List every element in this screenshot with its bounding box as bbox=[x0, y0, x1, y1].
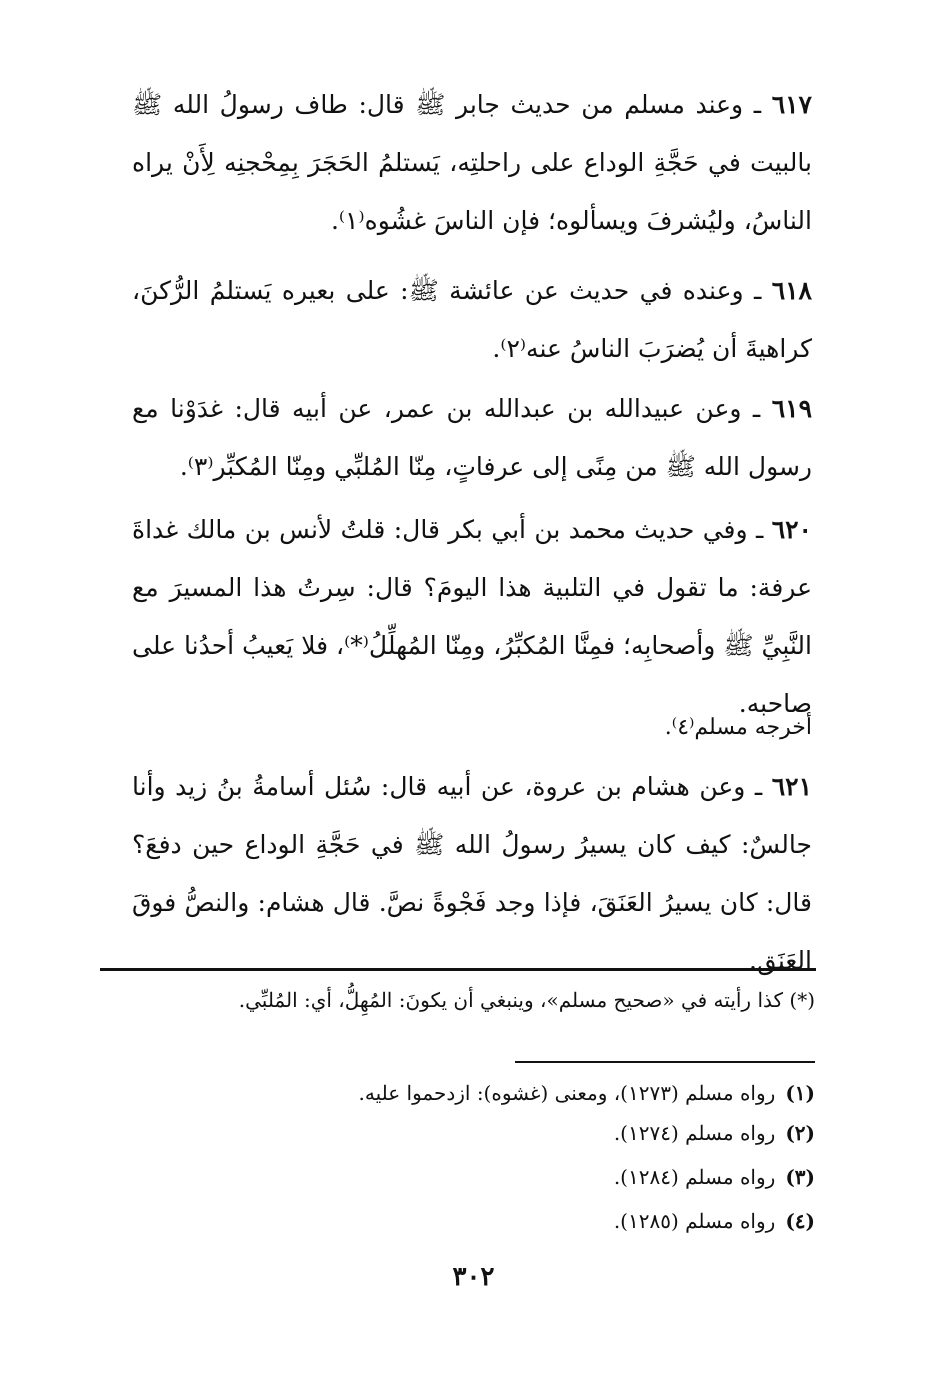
hadith-text: وعنده في حديث عن عائشة ﷺ: على بعيره يَستلمُ الرُّكنَ، كراهيةَ أن يُضرَبَ الناسُ عنه⁽٢⁾. bbox=[132, 276, 812, 363]
attribution-620: أخرجه مسلم⁽٤⁾. bbox=[664, 715, 812, 740]
hadith-620 bbox=[132, 501, 812, 733]
hadith-dash: ـ bbox=[745, 772, 763, 801]
editor-note: (*) كذا رأيته في «صحيح مسلم»، وينبغي أن يكونَ: المُهِلُّ، أي: المُلبِّي. bbox=[238, 988, 815, 1012]
hadith-dash: ـ bbox=[741, 394, 761, 423]
footnote-4 bbox=[131, 1206, 815, 1236]
footnote-3 bbox=[131, 1162, 815, 1192]
hadith-dash: ـ bbox=[743, 90, 762, 119]
footnote-number: (٤) bbox=[785, 1209, 815, 1233]
hadith-number: ٦١٨ bbox=[771, 276, 812, 305]
hadith-text: وعن عبيدالله بن عبدالله بن عمر، عن أبيه قال: غدَوْنا مع رسول الله ﷺ من مِنًى إلى عرفاتٍ، مِنّا المُلبِّي ومِنّا المُكبِّر⁽٣⁾. bbox=[132, 394, 812, 481]
hadith-text: وعن هشام بن عروة، عن أبيه قال: سُئل أسامةُ بنُ زيد وأنا جالسٌ: كيف كان يسيرُ رسولُ الله ﷺ في حَجَّةِ الوداع حين دفعَ؟ قال: كان يسيرُ العَنَقَ، فإذا وجد فَجْوةً نصَّ. قال هشام: والنصُّ فوقَ العَنَق. bbox=[132, 772, 812, 975]
hadith-number: ٦١٩ bbox=[771, 394, 813, 423]
footnote-number: (٣) bbox=[785, 1165, 815, 1189]
footnote-number: (١) bbox=[785, 1081, 815, 1105]
footnote-1 bbox=[131, 1078, 815, 1108]
footnote-text: رواه مسلم (١٢٨٤). bbox=[613, 1165, 776, 1189]
footnote-text: رواه مسلم (١٢٧٣)، ومعنى (غشوه): ازدحموا عليه. bbox=[358, 1081, 776, 1105]
hadith-number: ٦٢٠ bbox=[771, 515, 812, 544]
hadith-617 bbox=[132, 76, 812, 250]
hadith-619 bbox=[132, 380, 812, 496]
hadith-618 bbox=[132, 262, 812, 378]
hadith-text: وعند مسلم من حديث جابر ﷺ قال: طاف رسولُ الله ﷺ بالبيت في حَجَّةِ الوداع على راحلتِه، يَستلمُ الحَجَرَ بِمِحْجنِه لِأَنْ يراه الناسُ، وليُشرفَ ويسألوه؛ فإن الناسَ غشُوه⁽١⁾. bbox=[132, 90, 812, 235]
footnote-text: رواه مسلم (١٢٨٥). bbox=[613, 1209, 776, 1233]
page-number: ٣٠٢ bbox=[452, 1262, 495, 1292]
hadith-text: وفي حديث محمد بن أبي بكر قال: قلتُ لأنس بن مالك غداةَ عرفة: ما تقول في التلبية هذا اليومَ؟ قال: سِرتُ هذا المسيرَ مع النَّبِيِّ ﷺ وأصحابِه؛ فمِنَّا المُكبِّرُ، ومِنّا المُهلِّلُ⁽*⁾، فلا يَعيبُ أحدُنا على صاحبه. bbox=[132, 515, 812, 718]
main-divider bbox=[100, 968, 816, 971]
footnote-text: رواه مسلم (١٢٧٤). bbox=[613, 1121, 776, 1145]
footnote-divider bbox=[515, 1061, 815, 1063]
hadith-number: ٦٢١ bbox=[771, 772, 813, 801]
hadith-dash: ـ bbox=[747, 515, 764, 544]
hadith-621 bbox=[132, 758, 812, 990]
footnote-2 bbox=[131, 1118, 815, 1148]
footnote-number: (٢) bbox=[785, 1121, 815, 1145]
hadith-dash: ـ bbox=[743, 276, 762, 305]
hadith-number: ٦١٧ bbox=[771, 90, 812, 119]
